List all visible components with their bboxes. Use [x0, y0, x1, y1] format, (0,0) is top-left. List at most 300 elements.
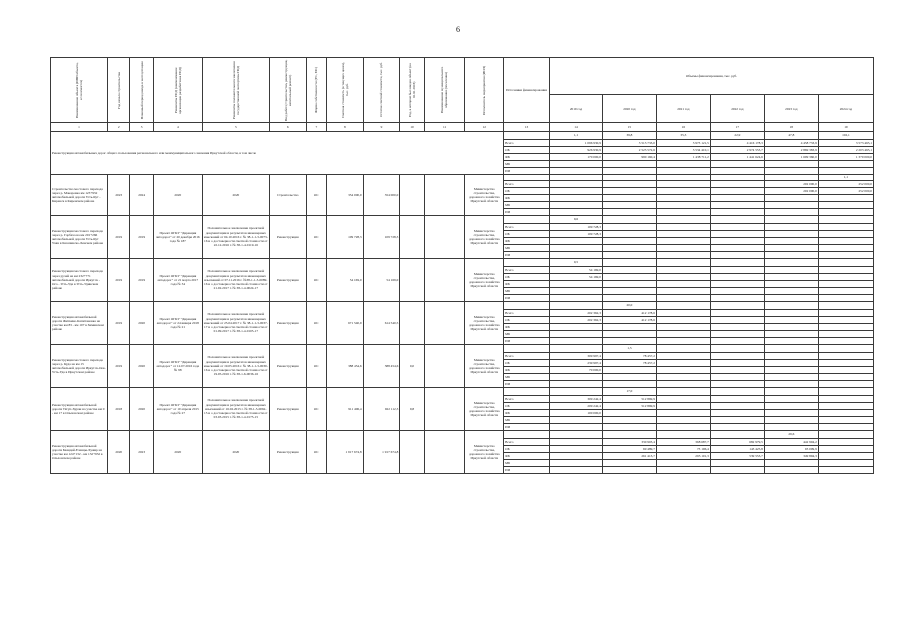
amount-cell [710, 360, 764, 367]
amount-cell [656, 181, 710, 188]
amount-cell [764, 310, 818, 317]
column-number: 7 [306, 123, 326, 132]
percent-cell [818, 259, 873, 267]
amount-cell [764, 353, 818, 360]
amount-cell [656, 460, 710, 467]
amount-cell [549, 374, 602, 381]
amount-cell: 170 000,0 [549, 154, 602, 161]
amount-cell [710, 353, 764, 360]
amount-cell [710, 181, 764, 188]
amount-cell [818, 410, 873, 417]
amount-cell [764, 231, 818, 238]
source-label: МБ [504, 161, 550, 168]
amount-cell [710, 410, 764, 417]
amount-cell: 70 000,0 [549, 367, 602, 374]
summary-top-row [51, 132, 874, 140]
amount-cell [602, 168, 656, 175]
percent-cell: 0,5 [549, 259, 602, 267]
amount-cell [602, 245, 656, 252]
amount-cell: 539 553,7 [710, 453, 764, 460]
municipality [424, 431, 465, 474]
amount-cell [764, 424, 818, 431]
expertise-details: Положительное заключение проектной документации и результатов инженерных изысканий от 19.05.2016 г. № 38-1-1-3-0030-16 и о достоверности сметной стоимости от 19.05.2016 г. № 38-1-6-0036-16 [202, 345, 269, 388]
amount-cell: 412 178,6 [602, 317, 656, 324]
percent-cell [818, 216, 873, 224]
amount-cell [764, 161, 818, 168]
amount-cell [549, 281, 602, 288]
amount-cell: 54 169,0 [549, 274, 602, 281]
header-col7: Форма собственности (ГС, МС) [306, 58, 326, 123]
amount-cell [602, 224, 656, 231]
amount-cell [656, 202, 710, 209]
amount-cell [656, 209, 710, 216]
amount-cell [656, 353, 710, 360]
amount-cell [656, 195, 710, 202]
amount-cell: 3 513 733,0 [602, 140, 656, 147]
object-name: Реконструкция автомобильной дороги Житкино-Капитановка на участке км 83 - км 107 в Зиминском районе [51, 302, 108, 345]
source-label: ИИ [504, 252, 550, 259]
amount-cell: 252 000,0 [818, 188, 873, 195]
psd-details: Проект ОГКУ "Дирекция автодорог" от 10 апреля 2015 года № 27 [153, 388, 202, 431]
amount-cell: 295 101,3 [656, 453, 710, 460]
source-label: Всего [504, 267, 550, 274]
amount-cell [710, 252, 764, 259]
amount-cell [818, 252, 873, 259]
amount-cell: 442 904,2 [764, 439, 818, 446]
source-label: Всего [504, 310, 550, 317]
amount-cell [710, 374, 764, 381]
start-year: 2019 [108, 259, 130, 302]
column-number: 11 [424, 123, 465, 132]
amount-cell [656, 267, 710, 274]
amount-cell: 109 728,3 [549, 224, 602, 231]
start-year: 2019 [108, 345, 130, 388]
municipality [424, 175, 465, 216]
amount-cell: 1 096 930,9 [549, 140, 602, 147]
amount-cell [656, 295, 710, 302]
amount-cell: 4 458 733,9 [764, 140, 818, 147]
amount-cell [764, 238, 818, 245]
source-label: ОБ [504, 274, 550, 281]
remaining-cost: 354 000,0 [363, 175, 400, 216]
source-label: Всего [504, 353, 550, 360]
amount-cell [602, 338, 656, 345]
amount-cell [602, 460, 656, 467]
psd-details: Проект ОГКУ "Дирекция автодорог" от 24 января 2018 года № 21 [153, 302, 202, 345]
percent-cell [710, 388, 764, 396]
commission-year [400, 302, 424, 345]
commission-year [400, 259, 424, 302]
amount-cell: 512 869,9 [602, 396, 656, 403]
ownership: ОС [306, 345, 326, 388]
municipality [424, 216, 465, 259]
psd-details: Проект ОГКУ "Дирекция автодорог" от 21 марта 2017 года № 34 [153, 259, 202, 302]
start-year: 2020 [108, 431, 130, 474]
header-col12: Исполнитель мероприятия (ИСП) [465, 58, 504, 123]
source-label: ФБ [504, 154, 550, 161]
amount-cell [818, 295, 873, 302]
amount-cell [549, 331, 602, 338]
psd-details: 2020 [153, 431, 202, 474]
column-number: 12 [465, 123, 504, 132]
amount-cell: 330 903,4 [602, 439, 656, 446]
amount-cell [656, 324, 710, 331]
amount-cell: 3 973 121,5 [656, 140, 710, 147]
object-name: Реконструкция мостового перехода через р. Куда на км 15 автомобильной дороги Иркутск-Оек-Усть-Уда в Иркутском районе [51, 345, 108, 388]
source-label: ОБ [504, 446, 550, 453]
amount-cell [602, 467, 656, 474]
percent-cell [710, 259, 764, 267]
source-label: Всего [504, 224, 550, 231]
work-type: Реконструкция [269, 259, 306, 302]
source-label: ИИ [504, 381, 550, 388]
amount-cell [656, 224, 710, 231]
percent-cell [549, 431, 602, 439]
amount-cell [549, 381, 602, 388]
percent-cell: 9,6 [549, 216, 602, 224]
percent-cell: 17,0 [602, 388, 656, 396]
amount-cell [602, 252, 656, 259]
amount-cell: 368 687,7 [656, 439, 710, 446]
amount-cell [710, 274, 764, 281]
amount-cell: 78 457,2 [602, 360, 656, 367]
column-number: 8 [326, 123, 363, 132]
executor: Министерство строительства, дорожного хозяйства Иркутской области [465, 388, 504, 431]
source-blank [504, 132, 550, 140]
page-number: 6 [456, 25, 460, 34]
amount-cell [602, 202, 656, 209]
amount-cell [818, 231, 873, 238]
amount-cell [710, 288, 764, 295]
source-label: Всего [504, 396, 550, 403]
source-label: ИИ [504, 168, 550, 175]
amount-cell [602, 417, 656, 424]
source-label: ФБ [504, 410, 550, 417]
amount-cell [710, 209, 764, 216]
percent-cell: 35,3 [656, 132, 710, 140]
percent-cell [656, 259, 710, 267]
amount-cell [710, 245, 764, 252]
amount-cell [656, 374, 710, 381]
header-col11: Наименование муниципального образования (поселения) [424, 58, 465, 123]
amount-cell [764, 396, 818, 403]
work-type: Строительство [269, 175, 306, 216]
amount-cell [656, 424, 710, 431]
amount-cell [602, 288, 656, 295]
amount-cell [710, 367, 764, 374]
object-name: Реконструкция автомобильной дороги Тёгуп-Хураи на участке км 0 - км 17 в Ольхонском районе [51, 388, 108, 431]
percent-cell: 1,1 [549, 132, 602, 140]
amount-cell [549, 453, 602, 460]
amount-cell [710, 168, 764, 175]
amount-cell [710, 324, 764, 331]
amount-cell [656, 403, 710, 410]
amount-cell [818, 274, 873, 281]
source-label: ФБ [504, 195, 550, 202]
header-col2: Год начала строительства [108, 58, 130, 123]
percent-cell [764, 388, 818, 396]
source-label: МБ [504, 460, 550, 467]
source-label: ФБ [504, 238, 550, 245]
column-numbers-row [51, 123, 874, 132]
estimated-cost: 109 728,3 [326, 216, 363, 259]
amount-cell [818, 281, 873, 288]
amount-cell [710, 460, 764, 467]
percent-cell [656, 302, 710, 310]
percent-cell [764, 259, 818, 267]
amount-cell: 202 362,3 [549, 310, 602, 317]
source-label: ИИ [504, 424, 550, 431]
amount-cell [764, 381, 818, 388]
amount-cell [818, 446, 873, 453]
amount-cell [764, 281, 818, 288]
amount-cell: 69 489,7 [602, 446, 656, 453]
header-col4: Реквизиты ПСД (наименование организации разработчика ПСД) [153, 58, 202, 123]
remaining-cost: 54 169,0 [363, 259, 400, 302]
amount-cell: 202 000,0 [764, 181, 818, 188]
source-label: МБ [504, 288, 550, 295]
source-label: ИИ [504, 467, 550, 474]
remaining-cost: 1 917 674,8 [363, 431, 400, 474]
amount-cell [710, 231, 764, 238]
amount-cell [818, 353, 873, 360]
amount-cell [602, 181, 656, 188]
expertise-details: 2020 [202, 431, 269, 474]
amount-cell [818, 396, 873, 403]
amount-cell [818, 460, 873, 467]
funding-title: Объемы финансирования, тыс. руб. [549, 58, 873, 95]
amount-cell [549, 446, 602, 453]
percent-cell [602, 431, 656, 439]
amount-cell [656, 252, 710, 259]
column-number: 16 [656, 123, 710, 132]
source-label: Всего [504, 140, 550, 147]
amount-cell [818, 331, 873, 338]
ownership: ОС [306, 259, 326, 302]
amount-cell: 4 416 178,3 [710, 140, 764, 147]
amount-cell [710, 224, 764, 231]
amount-cell [710, 238, 764, 245]
amount-cell [764, 195, 818, 202]
amount-cell [549, 161, 602, 168]
header-col6: Вид работ (строительство, реконструкция, капитальный ремонт) [269, 58, 306, 123]
object-name: Реконструкция мостового перехода через р. Горбаха на км 201+266 автомобильной дороги Усть-Кут Уоян в Казачинско-Ленском районе [51, 216, 108, 259]
finish-year: 2023 [130, 431, 153, 474]
percent-cell [818, 431, 873, 439]
amount-cell [656, 338, 710, 345]
amount-cell [602, 161, 656, 168]
amount-cell [710, 417, 764, 424]
amount-cell [656, 367, 710, 374]
amount-cell [656, 331, 710, 338]
start-year: 2023 [108, 175, 130, 216]
object-top-row [51, 216, 874, 224]
amount-cell [818, 338, 873, 345]
column-number: 19 [818, 123, 873, 132]
amount-cell [710, 188, 764, 195]
amount-cell [710, 317, 764, 324]
amount-cell [549, 188, 602, 195]
amount-cell [818, 195, 873, 202]
amount-cell [764, 467, 818, 474]
commission-year: 9,8 [400, 388, 424, 431]
object-top-row [51, 345, 874, 353]
source-label: ОБ [504, 147, 550, 154]
amount-cell [710, 403, 764, 410]
amount-cell [549, 209, 602, 216]
amount-cell [764, 331, 818, 338]
amount-cell: 252 000,0 [818, 181, 873, 188]
amount-cell [818, 360, 873, 367]
amount-cell [656, 231, 710, 238]
source-blank [504, 302, 550, 310]
amount-cell: 3 534 410,1 [656, 147, 710, 154]
executor: Министерство строительства, дорожного хозяйства Иркутской области [465, 345, 504, 388]
finish-year: 2019 [130, 259, 153, 302]
column-number: 9 [363, 123, 400, 132]
column-number: 3 [130, 123, 153, 132]
column-number: 1 [51, 123, 108, 132]
amount-cell: 2 203 463,1 [818, 147, 873, 154]
remaining-cost: 388 454,6 [363, 345, 400, 388]
amount-cell [764, 224, 818, 231]
work-type: Реконструкция [269, 431, 306, 474]
amount-cell [764, 338, 818, 345]
amount-cell [818, 424, 873, 431]
column-number: 15 [602, 123, 656, 132]
percent-cell [818, 388, 873, 396]
source-label: МБ [504, 202, 550, 209]
amount-cell [602, 238, 656, 245]
amount-cell [710, 161, 764, 168]
amount-cell: 109 728,3 [549, 231, 602, 238]
amount-cell [764, 417, 818, 424]
amount-cell [764, 209, 818, 216]
source-blank [504, 345, 550, 353]
object-top-row [51, 388, 874, 396]
column-number: 10 [400, 123, 424, 132]
amount-cell: 209 242,4 [549, 403, 602, 410]
amount-cell [656, 168, 710, 175]
amount-cell [764, 288, 818, 295]
amount-cell [602, 231, 656, 238]
amount-cell [710, 381, 764, 388]
percent-cell: 22,9 [710, 132, 764, 140]
amount-cell [710, 310, 764, 317]
amount-cell [549, 238, 602, 245]
amount-cell [818, 168, 873, 175]
amount-cell [818, 310, 873, 317]
amount-cell [656, 238, 710, 245]
work-type: Реконструкция [269, 216, 306, 259]
amount-cell [602, 367, 656, 374]
amount-cell [656, 417, 710, 424]
amount-cell: 143 425,8 [710, 446, 764, 453]
amount-cell [710, 331, 764, 338]
expertise-details: Положительное заключение проектной документации и результатов инженерных изысканий от 16.02.2015 г. № 38-1-5-0062-15 и о достоверности сметной стоимости от 03.03.2015 г. № 38-1-4-0175-15 [202, 388, 269, 431]
amount-cell [818, 317, 873, 324]
header-col10: Год, в котором был введен объект (на 01.01.2018) [400, 58, 424, 123]
ownership: ОС [306, 431, 326, 474]
source-label: ИИ [504, 209, 550, 216]
header-col5: Реквизиты положительного заключения государственной экспертизы ПСД [202, 58, 269, 123]
column-number: 2 [108, 123, 130, 132]
source-blank [504, 388, 550, 396]
amount-cell [656, 381, 710, 388]
amount-cell [549, 424, 602, 431]
amount-cell [710, 396, 764, 403]
finish-year: 2020 [130, 388, 153, 431]
amount-cell: 1 370 000,0 [818, 154, 873, 161]
amount-cell: 78 457,2 [602, 353, 656, 360]
amount-cell: 3 573 463,1 [818, 140, 873, 147]
amount-cell [764, 460, 818, 467]
source-blank [504, 259, 550, 267]
percent-cell [656, 216, 710, 224]
amount-cell [549, 460, 602, 467]
header-col13: Источники финансирования [504, 58, 550, 123]
amount-cell [818, 161, 873, 168]
source-label: ИИ [504, 338, 550, 345]
year-header: 2020 год [602, 95, 656, 123]
amount-cell: 100 000,0 [549, 410, 602, 417]
percent-cell: 1,5 [602, 345, 656, 353]
percent-cell [549, 388, 602, 396]
column-number: 4 [153, 123, 202, 132]
amount-cell [818, 202, 873, 209]
financing-table [50, 57, 874, 474]
estimated-cost: 354 000,0 [326, 175, 363, 216]
year-header: 2023 год [764, 95, 818, 123]
object-name: Реконструкция автомобильной дороги Баяндай-Еланцы-Хужир на участке км 124+132 - км 132+932 в Ольхонском районе [51, 431, 108, 474]
percent-cell [710, 302, 764, 310]
amount-cell: 1 441 624,6 [710, 154, 764, 161]
amount-cell [602, 188, 656, 195]
source-blank [504, 216, 550, 224]
work-type: Реконструкция [269, 302, 306, 345]
year-header: 2021 год [656, 95, 710, 123]
amount-cell: 54 169,0 [549, 267, 602, 274]
municipality [424, 259, 465, 302]
work-type: Реконструкция [269, 345, 306, 388]
amount-cell [602, 374, 656, 381]
year-header: 2019 год [549, 95, 602, 123]
ownership: ОС [306, 216, 326, 259]
commission-year [400, 431, 424, 474]
amount-cell [710, 281, 764, 288]
column-number: 5 [202, 123, 269, 132]
psd-details: 2020 [153, 175, 202, 216]
percent-cell: 102,1 [818, 132, 873, 140]
amount-cell: 1 438 711,2 [656, 154, 710, 161]
start-year: 2018 [108, 388, 130, 431]
amount-cell [818, 403, 873, 410]
source-label: ФБ [504, 453, 550, 460]
remaining-cost: 614 540,5 [363, 302, 400, 345]
amount-cell [549, 338, 602, 345]
amount-cell [818, 381, 873, 388]
estimated-cost: 54 169,0 [326, 259, 363, 302]
column-number: 18 [764, 123, 818, 132]
amount-cell [602, 274, 656, 281]
executor: Министерство строительства, дорожного хозяйства Иркутской области [465, 216, 504, 259]
commission-year [400, 175, 424, 216]
expertise-details: 2020 [202, 175, 269, 216]
source-label: ОБ [504, 231, 550, 238]
ownership: ОС [306, 302, 326, 345]
amount-cell [818, 238, 873, 245]
amount-cell: 2 974 553,7 [710, 147, 764, 154]
